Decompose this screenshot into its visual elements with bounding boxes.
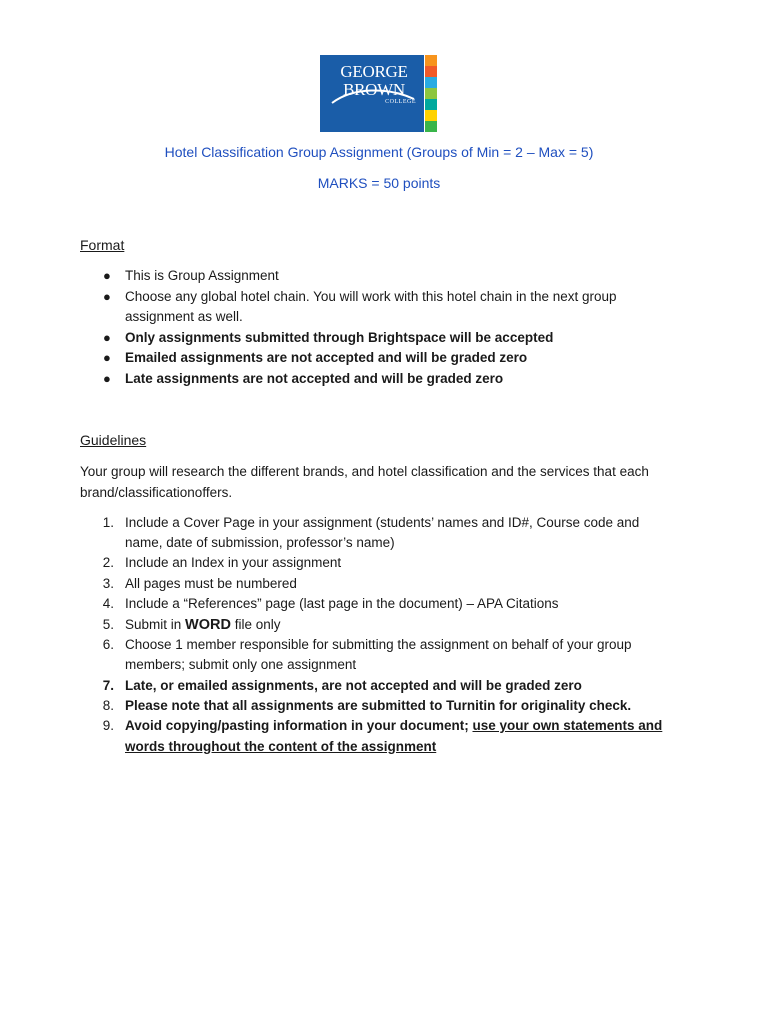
guideline-item [125, 716, 665, 737]
marks-line: MARKS = 50 points [317, 175, 441, 191]
guidelines-intro-line: brand/classificationoffers. [80, 484, 233, 500]
word-emphasis: WORD [185, 617, 231, 633]
guideline-item: All pages must be numbered [125, 576, 297, 591]
logo-stripe [425, 66, 437, 77]
logo-stripe [425, 121, 437, 132]
guideline-item: Include a “References” page (last page in the document) – APA Citations [125, 596, 559, 611]
guideline-item [125, 615, 665, 636]
format-bullet-continuation: assignment as well. [125, 309, 243, 324]
list-number: 4. [102, 596, 114, 611]
list-number: 7. [102, 678, 114, 693]
logo-stripe [425, 99, 437, 110]
bullet-icon: ● [103, 330, 111, 345]
guidelines-intro-line: Your group will research the different brands, and hotel classification and the services that each [80, 464, 649, 479]
format-bullet: Choose any global hotel chain. You will work with this hotel chain in the next group [125, 289, 617, 304]
guideline-item-continuation: name, date of submission, professor’s name) [125, 535, 395, 550]
guideline-item-text: file only [230, 617, 281, 632]
guideline-item-text: Avoid copying/pasting information in your document; [125, 718, 473, 733]
bullet-icon: ● [103, 268, 111, 283]
bullet-icon: ● [103, 289, 111, 304]
guideline-item: Include a Cover Page in your assignment (students’ names and ID#, Course code and [125, 515, 640, 530]
logo-line-1: GEORGE [340, 62, 408, 81]
college-logo [320, 55, 437, 132]
guidelines-heading: Guidelines [80, 432, 147, 448]
logo-block [320, 55, 424, 132]
guideline-item-text: Submit in [125, 617, 186, 632]
list-number: 8. [102, 698, 114, 713]
format-bullet: This is Group Assignment [125, 268, 279, 283]
list-number: 5. [102, 617, 114, 632]
format-bullet: Only assignments submitted through Brightspace will be accepted [125, 330, 554, 345]
logo-line-3: COLLEGE [385, 99, 416, 105]
document-title: Hotel Classification Group Assignment (Groups of Min = 2 – Max = 5) [164, 144, 594, 160]
list-number: 6. [102, 637, 114, 652]
logo-stripe [425, 110, 437, 121]
list-number: 3. [102, 576, 114, 591]
format-heading: Format [80, 237, 125, 253]
bullet-icon: ● [103, 371, 111, 386]
underlined-text: use your own statements and [472, 718, 663, 733]
logo-wordmark [326, 63, 422, 106]
guideline-item-continuation: members; submit only one assignment [125, 657, 357, 672]
guideline-item: Choose 1 member responsible for submitting the assignment on behalf of your group [125, 637, 632, 652]
logo-color-stripes [425, 55, 437, 132]
guideline-item: Include an Index in your assignment [125, 555, 342, 570]
logo-line-2: BROWN [343, 80, 405, 99]
guideline-item-continuation: words throughout the content of the assignment [125, 739, 437, 754]
bullet-icon: ● [103, 350, 111, 365]
list-number: 9. [102, 718, 114, 733]
format-bullet: Emailed assignments are not accepted and will be graded zero [125, 350, 528, 365]
guidelines-intro [80, 462, 680, 503]
list-number: 1. [102, 515, 114, 530]
format-bullet: Late assignments are not accepted and will be graded zero [125, 371, 504, 386]
guideline-item: Please note that all assignments are submitted to Turnitin for originality check. [125, 698, 632, 713]
logo-stripe [425, 55, 437, 66]
logo-stripe [425, 77, 437, 88]
logo-stripe [425, 88, 437, 99]
list-number: 2. [102, 555, 114, 570]
guideline-item: Late, or emailed assignments, are not accepted and will be graded zero [125, 678, 582, 693]
